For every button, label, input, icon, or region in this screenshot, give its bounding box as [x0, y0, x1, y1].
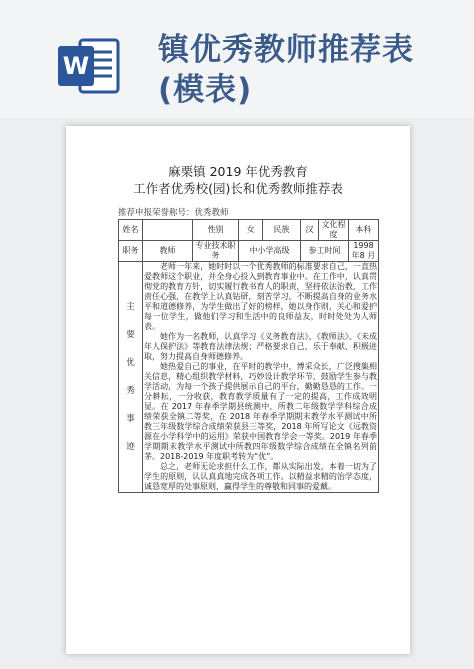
side-label-char: 事 [126, 414, 135, 424]
table-cell: 性别 [193, 220, 239, 241]
achievements-label [119, 262, 143, 493]
document-title-line2: 工作者优秀校(园)长和优秀教师推荐表 [133, 181, 343, 196]
side-label-char: 优 [126, 358, 135, 368]
table-cell: 汉 [301, 220, 319, 241]
table-row [119, 241, 379, 262]
side-label-char: 主 [126, 302, 135, 312]
paragraph: 她热爱自己的事业，在平时的教学中，博采众长，广泛搜集相关信息，精心组织教学材料，巧妙设计教学环节，鼓励学生参与教学活动，为每一个孩子提供展示自己的平台，勤勤恳恳的工作。一分耕耘，一分收获，教育教学质量有了一定的提高，工作成效明显。在 2017 年春季学期县统测中，所教二年级数学学科综合成绩荣获全镇二等奖，在 2018 年春季学期期末教学水平测试中所教三年级数学综合成绩荣获县三等奖，2018 年所写论文《远教资源在小学科学中的运用》荣获中国教育学会一等奖。2019 年春季学期期末教学水平测试中所教四年级数学综合成绩在全镇名列前茅。2018-2019 年度职考转为“优”。 [144, 362, 377, 461]
table-cell: 参工时间 [301, 241, 349, 262]
table-row [119, 220, 379, 241]
page-title: 镇优秀教师推荐表 [158, 32, 414, 68]
paragraph: 老师一年来，她时时以一个优秀教师的标准要求自己，一直热爱教师这个职业，并全身心投入到教育事业中。在工作中，认真贯彻党的教育方针，切实履行教书育人的职责，坚持依法治教，工作责任心强，在教学上认真钻研，刻苦学习，不断提高自身的业务水平和道德修养，为学生做出了好的榜样，她以身作则，关心和爱护每一位学生，做他们学习和生活中的良师益友，时时处处为人师表。 [144, 262, 377, 331]
table-cell: 民族 [263, 220, 301, 241]
word-doc-icon [58, 38, 120, 94]
table-cell: 专业技术职务 [193, 241, 239, 262]
table-cell: 教师 [143, 241, 193, 262]
table-row [119, 262, 379, 493]
side-label-char: 迹 [126, 442, 135, 452]
table-cell: 1998 年8 月 [349, 241, 379, 262]
achievements-text [143, 262, 379, 493]
recommendation-form-table [118, 219, 379, 493]
table-cell: 女 [239, 220, 263, 241]
table-cell: 中小学高级 [239, 241, 301, 262]
table-cell [143, 220, 193, 241]
table-cell: 本科 [349, 220, 379, 241]
side-label-char: 秀 [126, 386, 135, 396]
honor-title-line: 推荐申报荣誉称号：优秀教师 [118, 208, 229, 218]
side-label-char: 要 [126, 330, 135, 340]
paragraph: 她作为一名教师，认真学习《义务教育法》、《教师法》、《未成年人保护法》等教育法律法规；严格要求自己，乐于奉献、积极进取，努力提高自身师德修养。 [144, 332, 377, 361]
document-title-line1: 麻栗镇 2019 年优秀教育 [168, 164, 308, 179]
svg-text:W: W [62, 52, 90, 80]
paragraph: 总之，老师无论求担什么工作，都从实际出发，本着一切为了学生的原则，认认真真地完成各项工作。以精益求精的治学态度，诚恳宽厚的处事原则，赢得学生的尊敬和同事的爱戴。 [144, 462, 377, 491]
header-banner [0, 0, 474, 118]
table-cell: 职务 [119, 241, 143, 262]
table-cell: 姓名 [119, 220, 143, 241]
table-cell: 文化程度 [319, 220, 349, 241]
page-subtitle: (模表) [158, 72, 253, 108]
document-page [66, 126, 410, 654]
